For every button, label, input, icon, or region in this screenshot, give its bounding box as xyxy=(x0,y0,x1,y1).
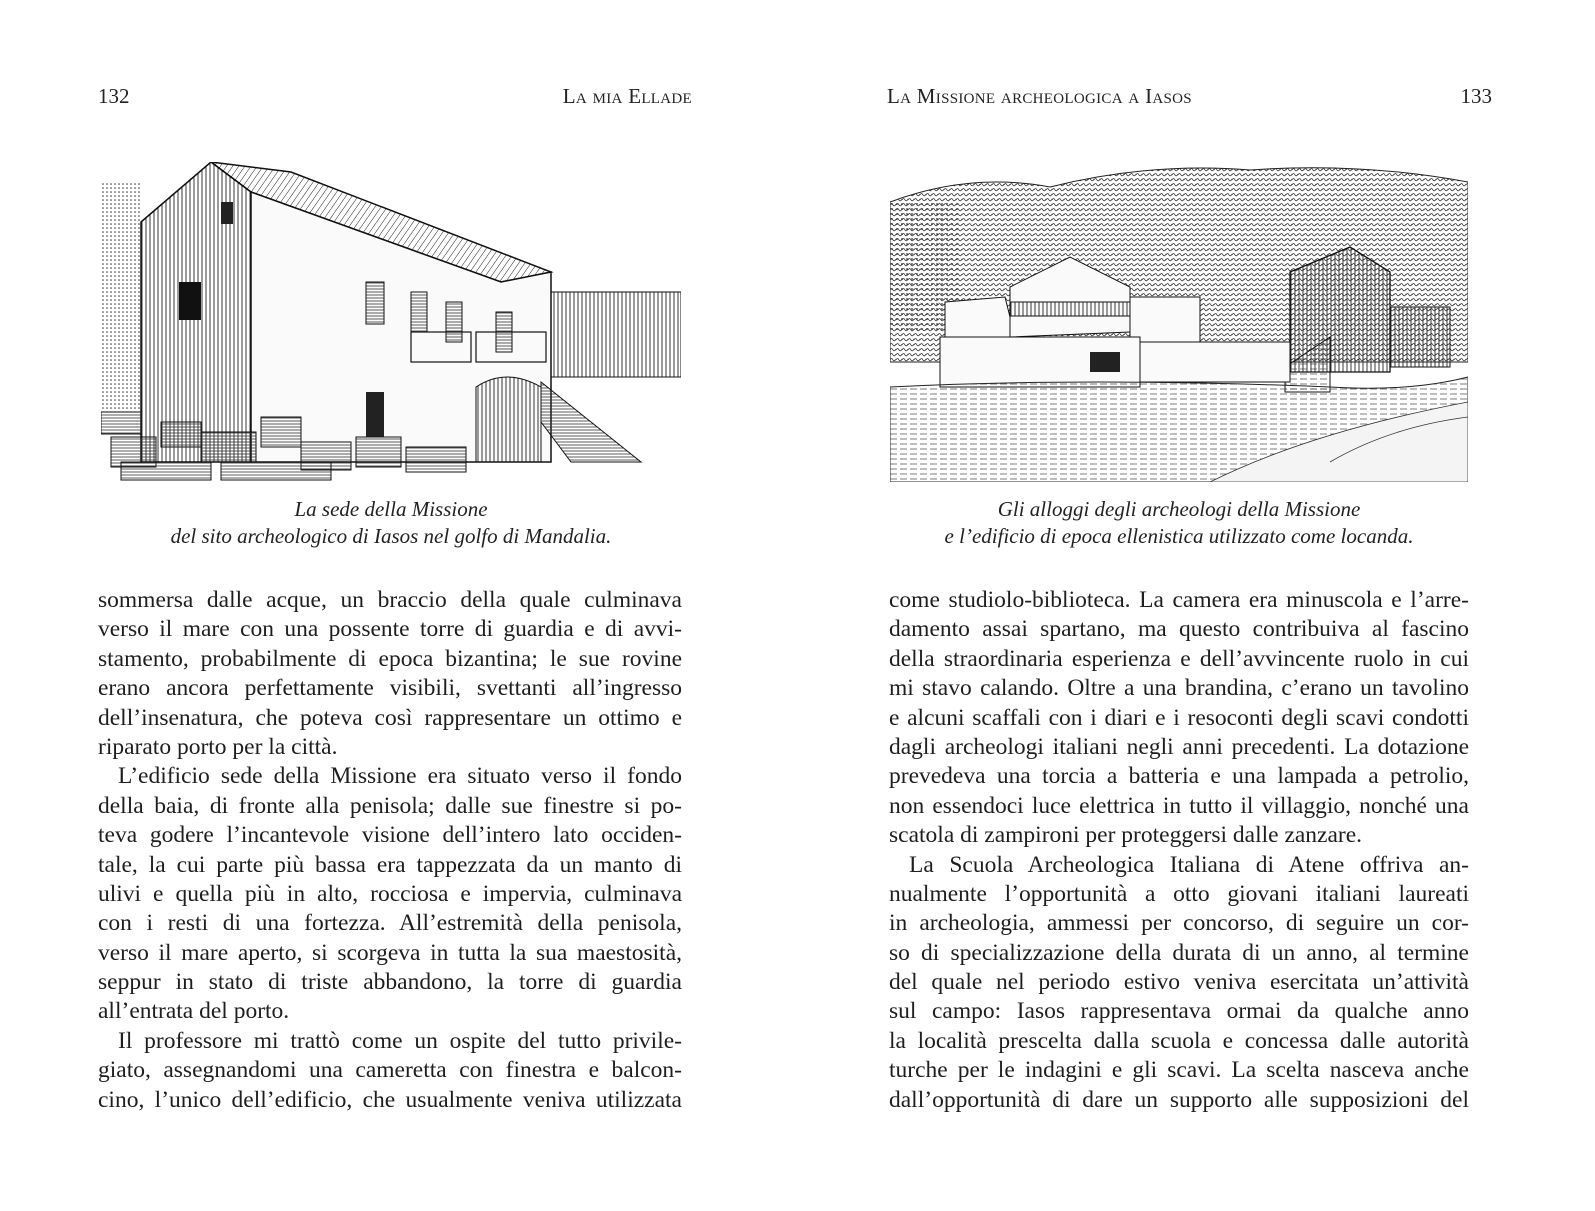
page-number-right: 133 xyxy=(1460,84,1492,108)
text-line: Il professore mi trattò come un ospite del tutto privile- xyxy=(118,1027,682,1054)
text-line: riparato porto per la città. xyxy=(98,733,338,760)
mission-building-illustration xyxy=(101,162,681,482)
text-line: della baia, di fronte alla penisola; dalle sue finestre si po- xyxy=(98,792,682,819)
text-line: e alcuni scaffali con i diari e i resoconti degli scavi condotti xyxy=(889,704,1469,731)
text-line: dall’opportunità di dare un supporto alle supposizioni del xyxy=(889,1086,1469,1113)
running-title-right: La Missione archeologica a Iasos xyxy=(887,84,1192,108)
caption-left xyxy=(101,496,681,550)
text-line: seppur in stato di triste abbandono, la torre di guardia xyxy=(98,969,682,996)
text-line: verso il mare con una possente torre di guardia e di avvi- xyxy=(98,616,682,643)
text-line: ulivi e quella più in alto, rocciosa e impervia, culminava xyxy=(98,880,682,907)
text-line: La Scuola Archeologica Italiana di Atene offriva an- xyxy=(909,851,1469,878)
caption-line: La sede della Missione xyxy=(294,497,488,521)
running-title-left: La mia Ellade xyxy=(562,84,692,108)
text-line: della straordinaria esperienza e dell’avvincente ruolo in cui xyxy=(889,645,1469,672)
text-line: all’entrata del porto. xyxy=(98,998,290,1025)
caption-line: del sito archeologico di Iasos nel golfo di Mandalia. xyxy=(170,524,612,548)
text-line: in archeologia, ammessi per concorso, di seguire un cor- xyxy=(889,910,1469,937)
caption-line: Gli alloggi degli archeologi della Missione xyxy=(997,497,1361,521)
text-line: prevedeva una torcia a batteria e una lampada a petrolio, xyxy=(889,763,1469,790)
text-line: so di specializzazione della durata di un anno, al termine xyxy=(889,939,1469,966)
text-line: dell’insenatura, che poteva così rappresentare un ottimo e xyxy=(98,704,682,731)
text-line: giato, assegnandomi una cameretta con finestra e balcon- xyxy=(98,1057,682,1084)
text-line: verso il mare aperto, si scorgeva in tutta la sua maestosità, xyxy=(98,939,682,966)
left-page xyxy=(0,0,797,1211)
text-line: sul campo: Iasos rappresentava ormai da qualche anno xyxy=(889,998,1469,1025)
text-line: L’edificio sede della Missione era situato verso il fondo xyxy=(118,763,682,790)
text-line: teva godere l’incantevole visione dell’intero lato occiden- xyxy=(98,822,682,849)
caption-line: e l’edificio di epoca ellenistica utilizzato come locanda. xyxy=(944,524,1414,548)
text-line: turche per le indagini e gli scavi. La scelta nasceva anche xyxy=(889,1057,1469,1084)
caption-right xyxy=(890,496,1468,550)
body-text-right xyxy=(889,586,1469,1115)
body-text-left xyxy=(98,586,682,1115)
text-line: dagli archeologi italiani negli anni precedenti. La dotazione xyxy=(889,733,1469,760)
right-page xyxy=(797,0,1594,1211)
text-line: stamento, probabilmente di epoca bizantina; le sue rovine xyxy=(98,645,682,672)
text-line: non essendoci luce elettrica in tutto il villaggio, nonché una xyxy=(889,792,1469,819)
text-line: come studiolo-biblioteca. La camera era minuscola e l’arre- xyxy=(889,587,1469,613)
text-line: la località prescelta dalla scuola e concessa dalle autorità xyxy=(889,1027,1469,1054)
page-number-left: 132 xyxy=(98,84,130,108)
text-line: del quale nel periodo estivo veniva esercitata un’attività xyxy=(889,969,1469,996)
text-line: con i resti di una fortezza. All’estremità della penisola, xyxy=(98,910,682,937)
text-line: mi stavo calando. Oltre a una brandina, c’erano un tavolino xyxy=(889,675,1469,702)
text-line: nualmente l’opportunità a otto giovani italiani laureati xyxy=(889,880,1469,907)
text-line: scatola di zampironi per proteggersi dalle zanzare. xyxy=(889,822,1363,849)
lodgings-illustration xyxy=(890,162,1468,482)
text-line: damento assai spartano, ma questo contribuiva al fascino xyxy=(889,616,1469,643)
text-line: sommersa dalle acque, un braccio della quale culminava xyxy=(98,587,682,613)
text-line: tale, la cui parte più bassa era tappezzata da un manto di xyxy=(98,851,682,878)
text-line: erano ancora perfettamente visibili, svettanti all’ingresso xyxy=(98,675,682,702)
text-line: cino, l’unico dell’edificio, che usualmente veniva utilizzata xyxy=(98,1086,682,1113)
